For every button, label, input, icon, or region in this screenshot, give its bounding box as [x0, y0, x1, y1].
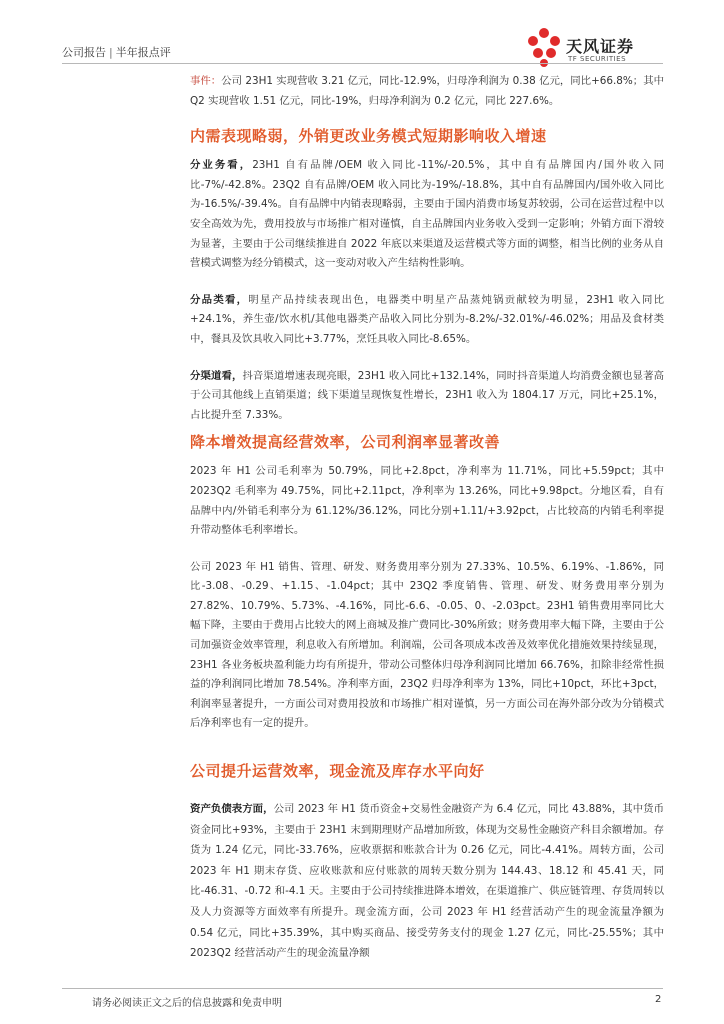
header-separator: | — [109, 46, 113, 59]
section-paragraph — [190, 156, 664, 274]
footer-divider — [62, 988, 663, 989]
event-paragraph — [190, 72, 664, 111]
logo-text-en: TF SECURITIES — [568, 55, 627, 63]
section-heading: 内需表现略弱，外销更改业务模式短期影响收入增速 — [190, 127, 547, 146]
logo-mark-icon — [524, 26, 564, 68]
section-heading: 降本增效提高经营效率，公司利润率显著改善 — [190, 433, 501, 452]
report-body — [190, 72, 664, 964]
paragraph-text: 抖音渠道增速表现亮眼，23H1 收入同比+132.14%，同时抖音渠道人均消费金额也显著高于公司其他线上直销渠道；线下渠道呈现恢复性增长，23H1 收入为 1804.17 万元，同比+25.1%，占比提升至 7.33%。 — [190, 369, 664, 421]
paragraph-lead: 资产负债表方面， — [190, 803, 274, 816]
section-paragraph — [190, 558, 664, 734]
page-number: 2 — [655, 994, 662, 1005]
report-type: 半年报点评 — [115, 46, 171, 59]
section-heading: 公司提升运营效率，现金流及库存水平向好 — [190, 762, 485, 781]
disclaimer-note: 请务必阅读正文之后的信息披露和免责申明 — [92, 998, 282, 1009]
doc-type: 公司报告 — [62, 46, 106, 59]
logo-text-cn: 天风证券 — [566, 37, 635, 56]
header-divider — [62, 63, 663, 64]
paragraph-lead: 分品类看， — [190, 293, 249, 306]
paragraph-text: 明星产品持续表现出色，电器类中明星产品蒸炖锅贡献较为明显，23H1 收入同比+24.1%，养生壶/饮水机/其他电器类产品收入同比分别为-8.2%/-32.01%/-46.02%；用品及食材类中，餐具及饮具收入同比+3.77%，烹饪具收入同比-8.65%。 — [190, 293, 664, 345]
paragraph-lead: 分业务看， — [190, 159, 253, 172]
paragraph-text: 公司 2023 年 H1 销售、管理、研发、财务费用率分别为 27.33%、10.5%、6.19%、-1.86%，同比-3.08、-0.29、+1.15、-1.04pct；其中 23Q2 季度销售、管理、研发、财务费用率分别为 27.82%、10.79%、5.73%、-4.16%，同比-6.6、-0.05、0、-2.03pct。23H1 销售费用率同比大幅下降，主要由于费用占比较大的网上商城及推广费同比-30%所致；财务费用率大幅下降，主要由于公司加强资金效率管理，利息收入有所增加。利润端，公司各项成本改善及效率优化措施效果持续显现，23H1 各业务板块盈利能力均有所提升，带动公司整体归母净利润同比增加 66.76%，扣除非经常性损益的净利润同比增加 78.54%。净利率方面，23Q2 归母净利率为 13%，同比+10pct，环比+3pct，利润率显著提升，一方面公司对费用投放和市场推广相对谨慎，另一方面公司在海外部分改为分销模式后净利率也有一定的提升。 — [190, 560, 664, 730]
section-paragraph — [190, 462, 664, 540]
event-text: 公司 23H1 实现营收 3.21 亿元，同比-12.9%，归母净利润为 0.38 亿元，同比+66.8%；其中 Q2 实现营收 1.51 亿元，同比-19%，归母净利润为 0.2 亿元，同比 227.6%。 — [190, 75, 664, 107]
section-paragraph — [190, 799, 664, 964]
event-label: 事件： — [190, 75, 222, 87]
paragraph-lead: 分渠道看， — [190, 369, 243, 382]
section-paragraph — [190, 367, 664, 426]
paragraph-text: 23H1 自有品牌/OEM 收入同比-11%/-20.5%，其中自有品牌国内/国外收入同比-7%/-42.8%。23Q2 自有品牌/OEM 收入同比为-19%/-18.8%，其中自有品牌国内/国外收入同比为-16.5%/-39.4%。自有品牌中内销表现略弱，主要由于国内消费市场复苏较弱，公司在运营过程中以安全高效为先，费用投放与市场推广相对谨慎，自主品牌国内业务收入受到一定影响；外销方面下滑较为显著，主要由于公司继续推进自 2022 年底以来渠道及运营模式等方面的调整，相当比例的业务从自营模式调整为经分销模式，这一变动对收入产生结构性影响。 — [190, 159, 665, 270]
section-paragraph — [190, 291, 664, 350]
header-breadcrumb — [62, 44, 171, 60]
paragraph-text: 公司 2023 年 H1 货币资金+交易性金融资产为 6.4 亿元，同比 43.88%，其中货币资金同比+93%，主要由于 23H1 末到期理财产品增加所致，体现为交易性金融资产科目余额增加。存货为 1.24 亿元，同比-33.76%，应收票据和账款合计为 0.26 亿元，同比-4.41%。周转方面，公司 2023 年 H1 期末存货、应收账款和应付账款的周转天数分别为 144.43、18.12 和 45.41 天，同比-46.31、-0.72 和-4.1 天。主要由于公司持续推进降本增效，在渠道推广、供应链管理、存货周转以及人力资源等方面效率有所提升。现金流方面，公司 2023 年 H1 经营活动产生的现金流量净额为 0.54 亿元，同比+35.39%，其中购买商品、接受劳务支付的现金 1.27 亿元，同比-25.55%；其中 2023Q2 经营活动产生的现金流量净额 — [190, 803, 665, 960]
paragraph-text: 2023 年 H1 公司毛利率为 50.79%，同比+2.8pct，净利率为 11.71%，同比+5.59pct；其中 2023Q2 毛利率为 49.75%，同比+2.11pct，净利率为 13.26%，同比+9.98pct。分地区看，自有品牌中内/外销毛利率分为 61.12%/36.12%，同比分别+1.11/+3.92pct，占比较高的内销毛利率提升带动整体毛利率增长。 — [190, 465, 664, 537]
page-header — [62, 37, 662, 70]
